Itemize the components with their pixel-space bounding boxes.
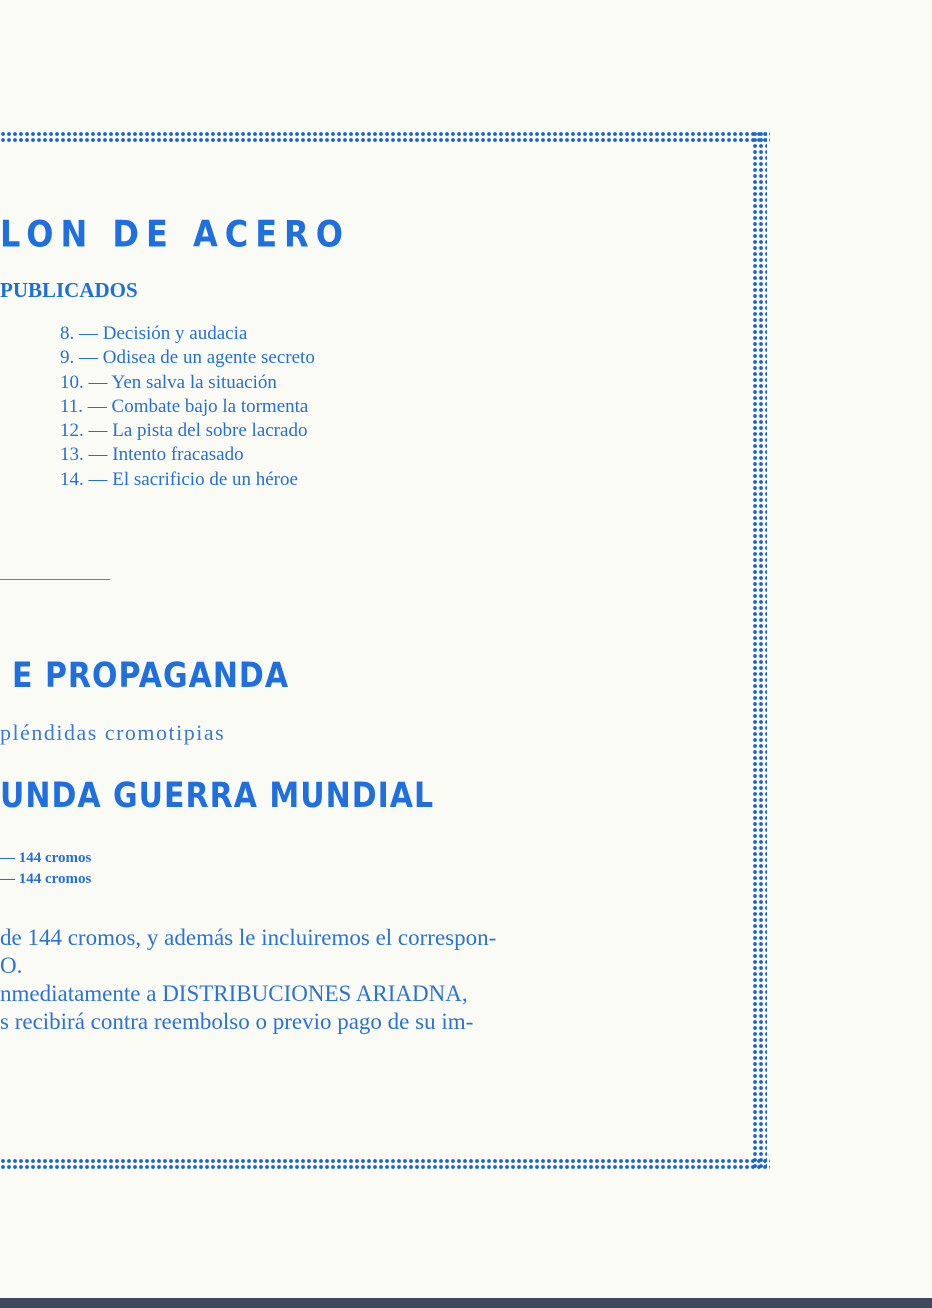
list-item: 8. — Decisión y audacia [60,323,248,344]
guerra-heading: UNDA GUERRA MUNDIAL [0,776,435,817]
paragraph-line: s recibirá contra reembolso o previo pago de su im- [0,1009,474,1034]
propaganda-heading: E PROPAGANDA [12,656,290,697]
offer-paragraph [0,924,730,1036]
scan-edge-bar [0,1298,932,1308]
ornamental-border-bottom [0,1158,770,1170]
published-heading: PUBLICADOS [0,278,138,302]
list-item: 13. — Intento fracasado [60,444,244,466]
list-item: 12. — La pista del sobre lacrado [60,420,308,442]
paragraph-line: nmediatamente a DISTRIBUCIONES ARIADNA, [0,981,468,1006]
cromotipias-text: pléndidas cromotipias [0,720,226,745]
list-item: 11. — Combate bajo la tormenta [60,395,309,417]
list-item: 9. — Odisea de un agente secreto [60,347,315,369]
paragraph-line: O. [0,953,23,978]
cromos-line: — 144 cromos [0,871,92,887]
ornamental-border-top [0,131,770,143]
ornamental-border-right [752,131,767,1170]
list-item: 10. — Yen salva la situación [60,371,277,393]
cromos-line: — 144 cromos [0,850,92,866]
list-item: 14. — El sacrificio de un héroe [60,468,298,490]
cromos-list [0,848,91,890]
published-titles-list [60,322,315,492]
series-heading: LON DE ACERO [0,212,350,256]
paragraph-line: de 144 cromos, y además le incluiremos el correspon- [0,925,497,950]
divider [0,579,110,580]
